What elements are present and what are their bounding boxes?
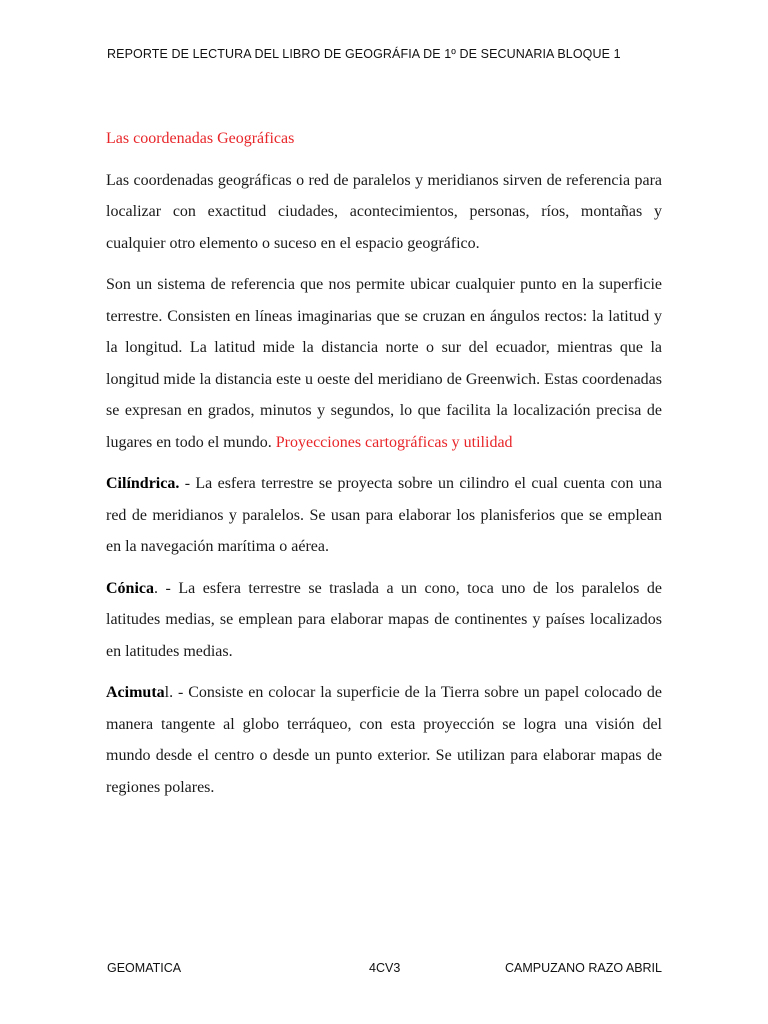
paragraph-coordinates-definition: Las coordenadas geográficas o red de paralelos y meridianos sirven de referencia para localizar con exactitud ciudades, acontecimientos, personas, ríos, montañas y cualquier otro elemento o suceso en el espacio geográfico. [106, 171, 662, 252]
page-footer [0, 961, 768, 979]
projection-term-suffix: . [154, 579, 158, 597]
document-body [106, 123, 662, 813]
projection-term: Cónica [106, 579, 154, 597]
paragraph-reference-system [106, 269, 662, 458]
footer-group: 4CV3 [369, 961, 401, 975]
projection-azimuthal [106, 677, 662, 803]
footer-subject: GEOMATICA [107, 961, 182, 975]
projection-cylindrical [106, 468, 662, 563]
paragraph-reference-system-text: Son un sistema de referencia que nos permite ubicar cualquier punto en la superficie terrestre. Consisten en líneas imaginarias que se cruzan en ángulos rectos: la latitud y la longitud. La latitud mide la distancia norte o sur del ecuador, mientras que la longitud mide la distancia este u oeste del meridiano de Greenwich. Estas coordenadas se expresan en grados, minutos y segundos, lo que facilita la localización precisa de lugares en todo el mundo. [106, 276, 662, 451]
projection-conic [106, 573, 662, 668]
projection-description: - Consiste en colocar la superficie de la Tierra sobre un papel colocado de manera tangente al globo terráqueo, con esta proyección se logra una visión del mundo desde el centro o desde un punto exterior. Se utilizan para elaborar mapas de regiones polares. [106, 684, 662, 796]
footer-author: CAMPUZANO RAZO ABRIL [505, 961, 662, 975]
projection-term: Cilíndrica. [106, 475, 180, 492]
page-header: REPORTE DE LECTURA DEL LIBRO DE GEOGRÁFIA DE 1º DE SECUNARIA BLOQUE 1 [107, 47, 621, 61]
section-title: Las coordenadas Geográficas [106, 130, 295, 147]
projection-description: - La esfera terrestre se proyecta sobre un cilindro el cual cuenta con una red de meridianos y paralelos. Se usan para elaborar los planisferios que se emplean en la navegación marítima o aérea. [106, 475, 662, 555]
projection-term-suffix: l. [164, 684, 174, 701]
projection-term: Acimuta [106, 684, 165, 701]
projection-description: - La esfera terrestre se traslada a un cono, toca uno de los paralelos de latitudes medias, se emplean para elaborar mapas de continentes y países localizados en latitudes medias. [106, 579, 662, 660]
projections-subtitle: Proyecciones cartográficas y utilidad [275, 433, 513, 451]
